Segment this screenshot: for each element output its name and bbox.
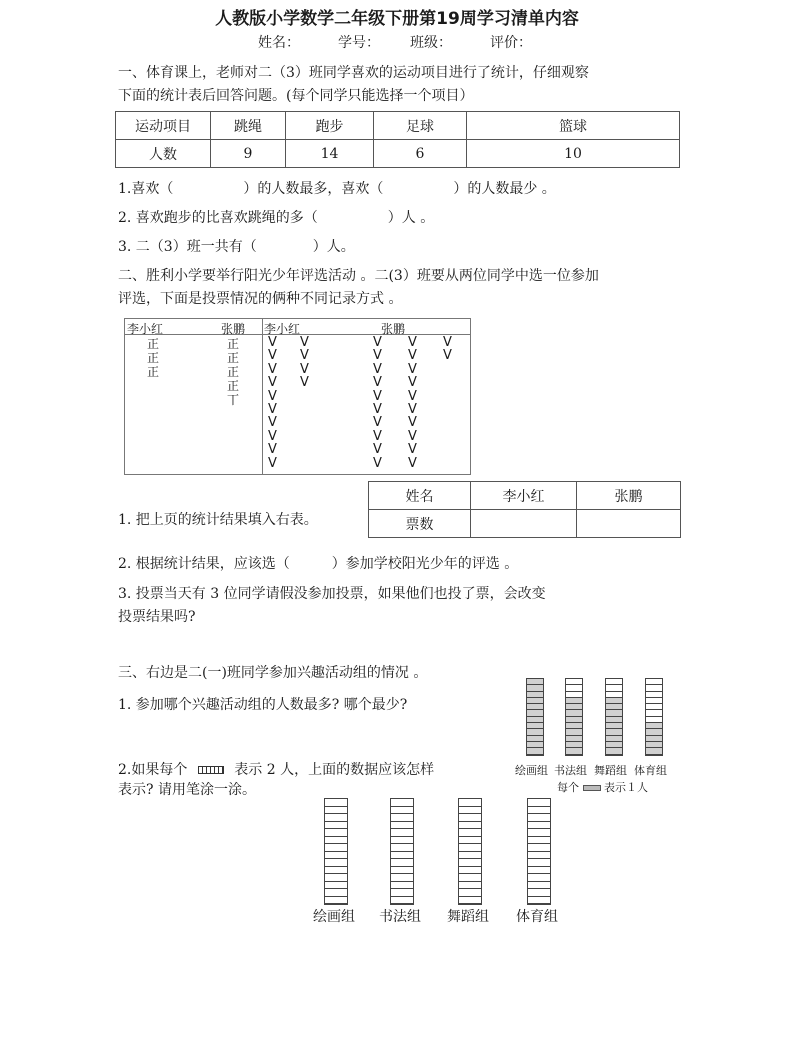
bar-cell[interactable] bbox=[391, 852, 413, 860]
bar-cell[interactable] bbox=[325, 829, 347, 837]
bar-cell[interactable] bbox=[528, 897, 550, 905]
small-chart-bar bbox=[565, 678, 583, 756]
section2-intro-line2: 评选，下面是投票情况的俩种不同记录方式 。 bbox=[118, 291, 403, 307]
bar-cell[interactable] bbox=[459, 822, 481, 830]
blank-chart-bar[interactable] bbox=[390, 798, 414, 905]
table-row-label: 人数 bbox=[116, 140, 211, 168]
bar-cell bbox=[606, 748, 622, 754]
vote-count-cell[interactable] bbox=[471, 510, 577, 538]
bar-cell[interactable] bbox=[325, 844, 347, 852]
bar-cell[interactable] bbox=[325, 889, 347, 897]
table-header-item: 篮球 bbox=[467, 112, 680, 140]
student-id-label: 学号： bbox=[338, 35, 380, 51]
bar-cell[interactable] bbox=[528, 859, 550, 867]
section1-intro-line1: 一、体育课上，老师对二（3）班同学喜欢的运动项目进行了统计，仔细观察 bbox=[118, 65, 589, 81]
bar-cell[interactable] bbox=[391, 859, 413, 867]
bar-cell[interactable] bbox=[391, 882, 413, 890]
tick-column: V V V V V V V V V V bbox=[408, 335, 417, 471]
bar-cell[interactable] bbox=[325, 837, 347, 845]
bar-cell[interactable] bbox=[459, 799, 481, 807]
section3-intro: 三、右边是二(一)班同学参加兴趣活动组的情况 。 bbox=[118, 665, 428, 681]
blank-chart-bar[interactable] bbox=[527, 798, 551, 905]
bar-cell[interactable] bbox=[325, 822, 347, 830]
section1-question1: 1.喜欢（ ）的人数最多，喜欢（ ）的人数最少 。 bbox=[118, 181, 556, 197]
bar-cell[interactable] bbox=[459, 807, 481, 815]
bar-cell bbox=[566, 748, 582, 754]
bar-cell[interactable] bbox=[325, 799, 347, 807]
small-chart-group-label: 舞蹈组 bbox=[594, 764, 627, 777]
tick-column: V V V V V V V V V V bbox=[268, 335, 277, 471]
bar-cell bbox=[646, 748, 662, 754]
bar-cell[interactable] bbox=[391, 807, 413, 815]
bar-cell[interactable] bbox=[325, 807, 347, 815]
bar-cell[interactable] bbox=[391, 814, 413, 822]
blank-chart-group-label: 绘画组 bbox=[313, 909, 355, 925]
bar-cell[interactable] bbox=[528, 829, 550, 837]
bar-cell[interactable] bbox=[459, 889, 481, 897]
section2-question1: 1. 把上页的统计结果填入右表。 bbox=[118, 512, 318, 528]
table-header-item: 跑步 bbox=[286, 112, 374, 140]
legend-block-icon bbox=[198, 766, 224, 774]
table-cell-count: 6 bbox=[374, 140, 467, 168]
bar-cell[interactable] bbox=[528, 807, 550, 815]
bar-cell[interactable] bbox=[325, 852, 347, 860]
section3-question2-line2: 表示? 请用笔涂一涂。 bbox=[118, 782, 256, 798]
table-header-item: 足球 bbox=[374, 112, 467, 140]
bar-cell[interactable] bbox=[391, 889, 413, 897]
bar-cell[interactable] bbox=[528, 882, 550, 890]
small-chart-legend: 每个 表示１人 bbox=[557, 781, 648, 794]
legend-block-icon bbox=[583, 785, 601, 791]
tick-column: V V V V bbox=[300, 335, 309, 391]
bar-cell[interactable] bbox=[391, 837, 413, 845]
table-header-item: 跳绳 bbox=[211, 112, 286, 140]
blank-chart-bar[interactable] bbox=[324, 798, 348, 905]
tally-left-name1: 李小红 bbox=[127, 322, 164, 336]
bar-cell[interactable] bbox=[325, 859, 347, 867]
fill-table-name: 李小红 bbox=[471, 482, 577, 510]
tally-marks-zhangpeng: 正 正 正 正 丅 bbox=[227, 337, 240, 407]
vote-fill-table bbox=[368, 481, 681, 538]
table-cell-count: 9 bbox=[211, 140, 286, 168]
bar-cell[interactable] bbox=[459, 844, 481, 852]
bar-cell[interactable] bbox=[459, 874, 481, 882]
bar-cell[interactable] bbox=[459, 829, 481, 837]
bar-cell[interactable] bbox=[391, 874, 413, 882]
vote-count-cell[interactable] bbox=[577, 510, 681, 538]
small-chart-bar bbox=[645, 678, 663, 756]
fill-table-header-label: 姓名 bbox=[369, 482, 471, 510]
page-title: 人教版小学数学二年级下册第19周学习清单内容 bbox=[215, 9, 579, 29]
bar-cell[interactable] bbox=[325, 814, 347, 822]
blank-chart-group-label: 书法组 bbox=[379, 909, 421, 925]
tick-column: V V bbox=[443, 335, 452, 364]
section3-question1: 1. 参加哪个兴趣活动组的人数最多? 哪个最少? bbox=[118, 697, 408, 713]
bar-cell[interactable] bbox=[391, 822, 413, 830]
bar-cell[interactable] bbox=[528, 874, 550, 882]
section3-question2-line1: 2.如果每个 表示 2 人，上面的数据应该怎样 bbox=[118, 762, 435, 778]
table-cell-count: 14 bbox=[286, 140, 374, 168]
fill-table-name: 张鹏 bbox=[577, 482, 681, 510]
blank-chart-group-label: 舞蹈组 bbox=[447, 909, 489, 925]
small-chart-group-label: 绘画组 bbox=[515, 764, 548, 777]
section2-question2: 2. 根据统计结果，应该选（ ）参加学校阳光少年的评选 。 bbox=[118, 556, 519, 572]
section2-question3-line1: 3. 投票当天有 3 位同学请假没参加投票，如果他们也投了票，会改变 bbox=[118, 586, 546, 602]
bar-cell[interactable] bbox=[528, 852, 550, 860]
fill-table-row-label: 票数 bbox=[369, 510, 471, 538]
bar-cell[interactable] bbox=[459, 814, 481, 822]
name-label: 姓名： bbox=[258, 35, 300, 51]
bar-cell[interactable] bbox=[528, 814, 550, 822]
bar-cell[interactable] bbox=[459, 837, 481, 845]
tally-record-table bbox=[124, 318, 471, 475]
bar-cell[interactable] bbox=[528, 837, 550, 845]
section1-intro-line2: 下面的统计表后回答问题。(每个同学只能选择一个项目） bbox=[118, 88, 474, 104]
small-chart-group-label: 书法组 bbox=[554, 764, 587, 777]
table-header-label: 运动项目 bbox=[116, 112, 211, 140]
bar-cell[interactable] bbox=[391, 844, 413, 852]
section1-question2: 2. 喜欢跑步的比喜欢跳绳的多（ ）人 。 bbox=[118, 210, 435, 226]
bar-cell[interactable] bbox=[391, 799, 413, 807]
bar-cell[interactable] bbox=[528, 844, 550, 852]
bar-cell[interactable] bbox=[459, 882, 481, 890]
bar-cell[interactable] bbox=[325, 874, 347, 882]
class-label: 班级： bbox=[410, 35, 452, 51]
bar-cell[interactable] bbox=[528, 822, 550, 830]
tally-left-name2: 张鹏 bbox=[221, 322, 246, 336]
bar-cell[interactable] bbox=[391, 897, 413, 905]
section2-intro-line1: 二、胜利小学要举行阳光少年评选活动 。二(3）班要从两位同学中选一位参加 bbox=[118, 268, 599, 284]
bar-cell[interactable] bbox=[391, 867, 413, 875]
small-chart-group-label: 体育组 bbox=[634, 764, 667, 777]
bar-cell[interactable] bbox=[528, 889, 550, 897]
bar-cell[interactable] bbox=[459, 867, 481, 875]
sports-stat-table bbox=[115, 111, 680, 168]
table-cell-count: 10 bbox=[467, 140, 680, 168]
bar-cell bbox=[527, 748, 543, 754]
section2-question3-line2: 投票结果吗? bbox=[118, 609, 196, 625]
bar-cell[interactable] bbox=[325, 882, 347, 890]
evaluation-label: 评价： bbox=[490, 35, 532, 51]
blank-chart-bar[interactable] bbox=[458, 798, 482, 905]
bar-cell[interactable] bbox=[325, 897, 347, 905]
tally-right-name2: 张鹏 bbox=[381, 322, 406, 336]
bar-cell[interactable] bbox=[528, 867, 550, 875]
blank-chart-group-label: 体育组 bbox=[516, 909, 558, 925]
tally-marks-lixiaohong: 正 正 正 bbox=[147, 337, 160, 379]
section1-question3: 3. 二（3）班一共有（ ）人。 bbox=[118, 239, 355, 255]
bar-cell[interactable] bbox=[459, 897, 481, 905]
bar-cell[interactable] bbox=[391, 829, 413, 837]
bar-cell[interactable] bbox=[325, 867, 347, 875]
bar-cell[interactable] bbox=[459, 859, 481, 867]
bar-cell[interactable] bbox=[459, 852, 481, 860]
small-chart-bar bbox=[526, 678, 544, 756]
bar-cell[interactable] bbox=[528, 799, 550, 807]
tick-column: V V V V V V V V V V bbox=[373, 335, 382, 471]
small-chart-bar bbox=[605, 678, 623, 756]
tally-right-name1: 李小红 bbox=[264, 322, 301, 336]
